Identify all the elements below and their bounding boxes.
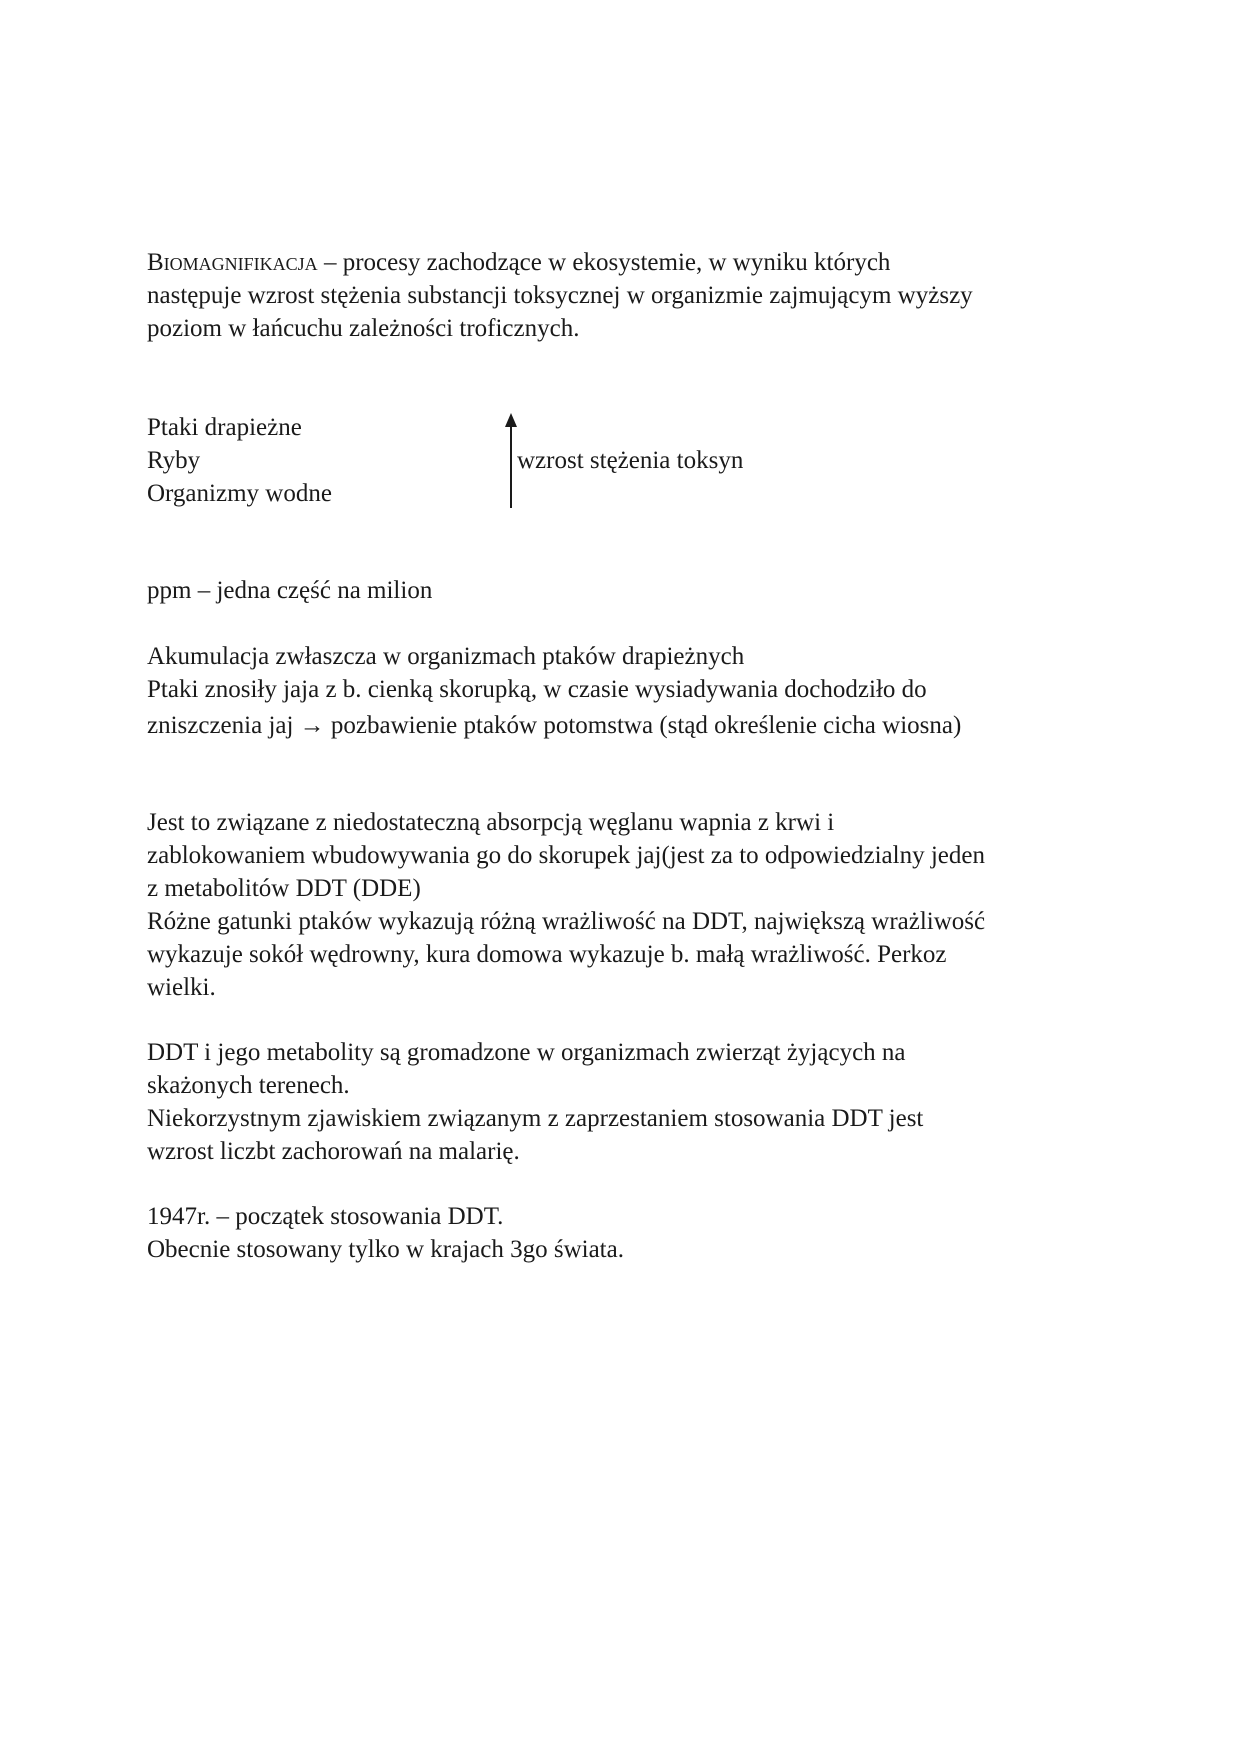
accumulation-line-2: Ptaki znosiły jaja z b. cienką skorupką, w czasie wysiadywania dochodziło do	[147, 676, 927, 703]
accumulation-line-3: zniszczenia jaj → pozbawienie ptaków potomstwa (stąd określenie cicha wiosna)	[147, 712, 962, 739]
chain-arrow-label: wzrost stężenia toksyn	[517, 447, 744, 474]
history-line-1: 1947r. – początek stosowania DDT.	[147, 1203, 504, 1230]
definition-text: – procesy zachodzące w ekosystemie, w wyniku których	[317, 249, 891, 276]
food-chain-levels	[147, 411, 332, 510]
accumulation-paragraph	[147, 640, 1097, 746]
definition-line-3: poziom w łańcuchu zależności troficznych.	[147, 315, 580, 342]
accumulation-line-1: Akumulacja zwłaszcza w organizmach ptaków drapieżnych	[147, 643, 745, 670]
explanation-line-3: z metabolitów DDT (DDE)	[147, 875, 421, 902]
definition-line-2: następuje wzrost stężenia substancji toksycznej w organizmie zajmującym wyższy	[147, 282, 973, 309]
ddt-paragraph	[147, 1036, 1097, 1168]
ppm-definition	[147, 574, 1097, 607]
ddt-line-1: DDT i jego metabolity są gromadzone w organizmach zwierząt żyjących na	[147, 1039, 906, 1066]
explanation-line-1: Jest to związane z niedostateczną absorpcją węglanu wapnia z krwi i	[147, 809, 835, 836]
definition-paragraph	[147, 246, 1097, 345]
explanation-line-4: Różne gatunki ptaków wykazują różną wrażliwość na DDT, największą wrażliwość	[147, 908, 986, 935]
ddt-line-4: wzrost liczbt zachorowań na malarię.	[147, 1138, 520, 1165]
explanation-line-5: wykazuje sokół wędrowny, kura domowa wykazuje b. małą wrażliwość. Perkoz	[147, 941, 947, 968]
explanation-line-6: wielki.	[147, 974, 216, 1001]
ppm-line: ppm – jedna część na milion	[147, 577, 433, 604]
chain-level-middle: Ryby	[147, 447, 201, 474]
history-line-2: Obecnie stosowany tylko w krajach 3go świata.	[147, 1236, 624, 1263]
definition-term: Biomagnifikacja	[147, 249, 318, 276]
history-paragraph	[147, 1200, 1097, 1266]
definition-line-1	[147, 246, 1097, 279]
food-chain-diagram	[147, 411, 847, 511]
chain-level-bottom: Organizmy wodne	[147, 480, 332, 507]
explanation-paragraph	[147, 806, 1097, 1004]
ddt-line-2: skażonych terenech.	[147, 1072, 350, 1099]
chain-level-top: Ptaki drapieżne	[147, 414, 302, 441]
explanation-line-2: zablokowaniem wbudowywania go do skorupek jaj(jest za to odpowiedzialny jeden	[147, 842, 985, 869]
ddt-line-3: Niekorzystnym zjawiskiem związanym z zaprzestaniem stosowania DDT jest	[147, 1105, 924, 1132]
